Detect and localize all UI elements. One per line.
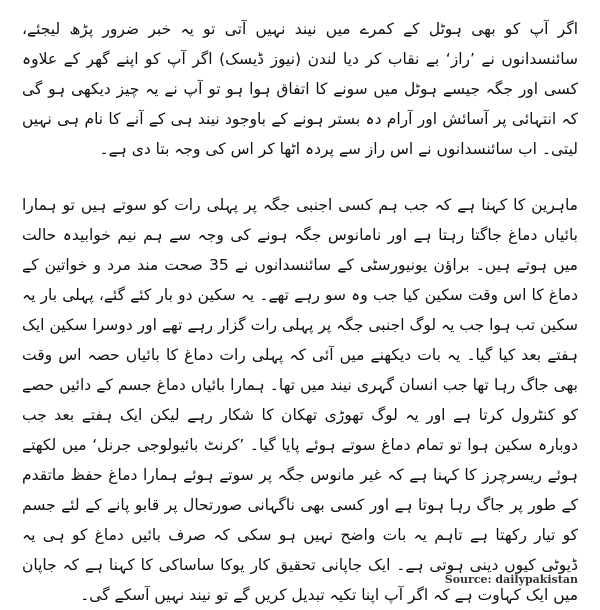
source-credit: Source: dailypakistan xyxy=(444,573,578,586)
article-paragraph-body: ماہرین کا کہنا ہے کہ جب ہم کسی اجنبی جگہ پر پہلی رات کو سوتے ہیں تو ہمارا بائیاں دماغ جاگتا رہتا ہے اور نامانوس جگہ ہونے کی وجہ سے ہم نیم خوابیدہ حالت میں ہوتے ہیں۔ براؤن یونیورسٹی کے سائنسدانوں نے 35 صحت مند مرد و خواتین کے دماغ کا اس وقت سکین کیا جب وہ سو رہے تھے۔ یہ سکین دو بار کئے گئے، پہلی بار یہ سکین تب ہوا جب یہ لوگ اجنبی جگہ پر پہلی رات گزار رہے تھے اور دوسرا سکین ایک ہفتے بعد کیا گیا۔ یہ بات دیکھنے میں آئی کہ پہلی رات دماغ کا بائیاں حصہ اس وقت بھی جاگ رہا تھا جب انسان گہری نیند میں تھا۔ ہمارا بائیاں دماغ جسم کے دائیں حصے کو کنٹرول کرتا ہے اور یہ لوگ تھوڑی تھکان کا شکار رہے لیکن ایک ہفتے بعد جب دوبارہ سکین ہوا تو تمام دماغ سوتے ہوئے پایا گیا۔ ’کرنٹ بائیولوجی جرنل‘ میں لکھتے ہوئے ریسرچرز کا کہنا ہے کہ غیر مانوس جگہ پر سوتے ہوئے ہمارا دماغ حفظ ماتقدم کے طور پر جاگ رہا ہوتا ہے اور کسی بھی ناگہانی صورتحال پر قابو پانے کے لئے جسم کو تیار رکھتا ہے تاہم یہ بات واضح نہیں ہو سکی کہ صرف بائیں دماغ کو ہی یہ ڈیوٹی کیوں دینی ہوتی ہے۔ ایک جاپانی تحقیق کار یوکا ساساکی کا کہنا ہے کہ جاپان میں ایک کہاوت ہے کہ اگر آپ اپنا تکیہ تبدیل کریں گے تو نیند نہیں آسکے گی۔ xyxy=(22,196,578,604)
article-paragraph-intro: اگر آپ کو بھی ہوٹل کے کمرے میں نیند نہیں آتی تو یہ خبر ضرور پڑھ لیجئے، سائنسدانوں نے ’راز‘ بے نقاب کر دیا لندن (نیوز ڈیسک) اگر آپ کو اپنے گھر کے علاوہ کسی اور جگہ جیسے ہوٹل میں سونے کا اتفاق ہوا ہو تو آپ نے یہ چیز دیکھی ہو گی کہ انتہائی پر آسائش اور آرام دہ بستر ہونے کے باوجود نیند ہی کے آنے کا نام ہی نہیں لیتی۔ اب سائنسدانوں نے اس راز سے پردہ اٹھا کر اس کی وجہ بتا دی ہے۔ xyxy=(22,20,578,158)
